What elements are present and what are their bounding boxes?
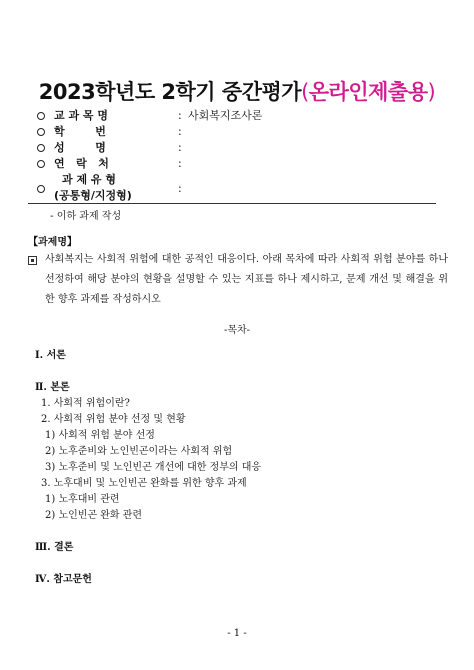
circle-bullet-icon [37, 144, 45, 152]
circle-bullet-icon [37, 112, 45, 120]
title-main: 2023학년도 2학기 중간평가 [38, 80, 302, 104]
toc-item: 2. 사회적 위험 분야 선정 및 현황 [41, 414, 186, 425]
divider-line [28, 203, 436, 204]
circle-bullet-icon [37, 185, 45, 193]
write-below-note: - 이하 과제 작성 [50, 211, 122, 222]
toc-subitem: 2) 노인빈곤 완화 관련 [45, 510, 143, 521]
task-heading: 【과제명】 [28, 237, 77, 248]
title-close-paren: ) [427, 80, 436, 104]
info-colon: : [178, 157, 182, 170]
info-colon: : [178, 125, 182, 138]
toc-title: -목차- [223, 325, 251, 336]
toc-section-references: Ⅳ. 참고문헌 [35, 574, 92, 585]
table-of-contents [35, 348, 261, 588]
task-body [28, 250, 448, 310]
square-bullet-icon [28, 256, 37, 265]
info-value: 사회복지조사론 [188, 109, 263, 122]
toc-subitem: 1) 사회적 위험 분야 선정 [45, 430, 155, 441]
info-label: 연 락 처 [54, 157, 109, 170]
toc-item: 1. 사회적 위험이란? [41, 398, 130, 409]
title-open-paren: ( [301, 80, 309, 104]
circle-bullet-icon [37, 160, 45, 168]
toc-subitem: 1) 노후대비 관련 [45, 494, 120, 505]
toc-subitem: 2) 노후준비와 노인빈곤이라는 사회적 위험 [45, 446, 233, 457]
toc-subitem: 3) 노후준비 및 노인빈곤 개선에 대한 정부의 대응 [45, 462, 262, 473]
info-colon: : [178, 141, 182, 154]
toc-section-body: Ⅱ. 본론 [35, 382, 70, 393]
toc-section-intro: Ⅰ. 서론 [35, 350, 66, 361]
info-label-line1: 과 제 유 형 [62, 173, 116, 186]
toc-section-conclusion: Ⅲ. 결론 [35, 542, 74, 553]
document-title [0, 76, 474, 106]
page-number: - 1 - [227, 628, 247, 639]
info-label [54, 172, 132, 204]
task-body-text: 사회복지는 사회적 위험에 대한 공적인 대응이다. 아래 목차에 따라 사회적 위험 분야를 하나 선정하여 해당 분야의 현황을 설명할 수 있는 지표를 하나 제시하고, 문제 개선 및 해결을 위한 향후 과제를 작성하시오 [45, 254, 448, 305]
info-label: 성 명 [54, 141, 106, 154]
info-colon: : [178, 182, 182, 195]
info-colon: : [178, 109, 182, 122]
task-section [28, 236, 448, 310]
circle-bullet-icon [37, 128, 45, 136]
info-label: 학 번 [54, 125, 106, 138]
info-label-line2: (공통형/지정형) [54, 189, 132, 202]
info-label: 교 과 목 명 [54, 109, 108, 122]
toc-item: 3. 노후대비 및 노인빈곤 완화를 위한 향후 과제 [41, 478, 247, 489]
title-highlight: 온라인제출용 [308, 80, 428, 104]
